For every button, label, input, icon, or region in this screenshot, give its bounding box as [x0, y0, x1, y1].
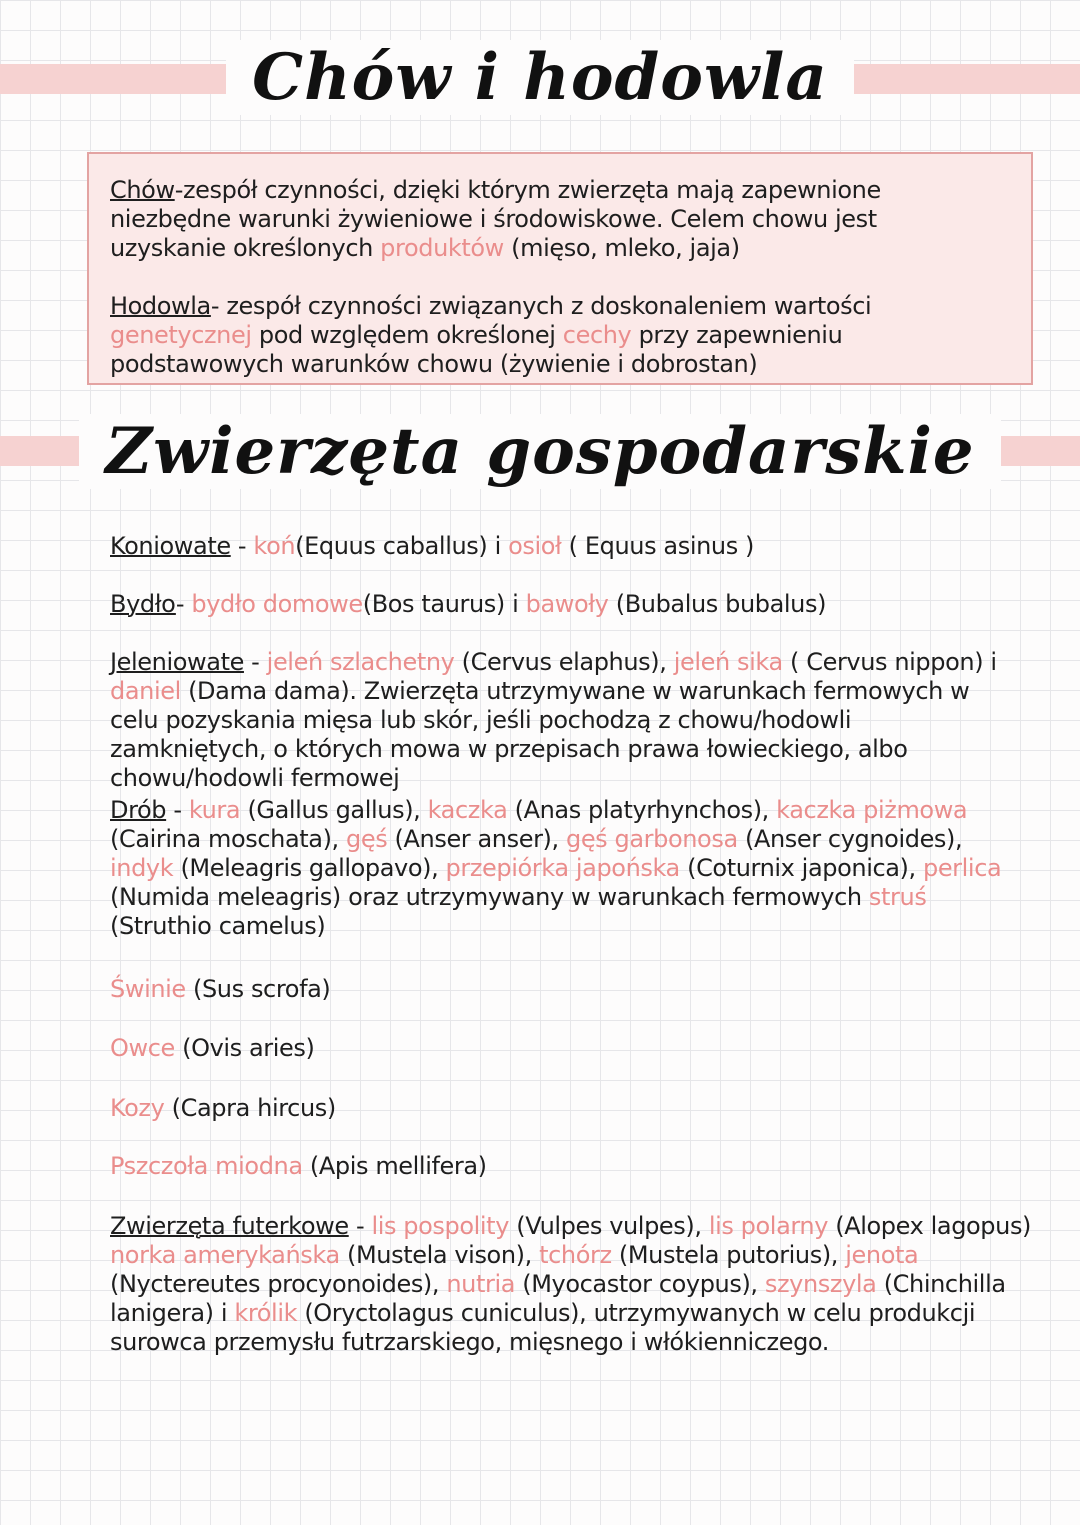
drob-text-4: (Cairina moschata), — [110, 825, 346, 853]
jeleniowate-text-3: ( Cervus nippon) i — [782, 648, 997, 676]
group-drob — [110, 796, 1010, 941]
koniowate-highlight-kon: koń — [253, 532, 296, 560]
page-title-text: Chów i hodowla — [226, 40, 854, 115]
term-bydlo: Bydło — [110, 590, 176, 618]
pszczola-highlight: Pszczoła miodna — [110, 1152, 303, 1180]
group-owce — [110, 1034, 1010, 1063]
term-koniowate: Koniowate — [110, 532, 231, 560]
drob-text-2: (Gallus gallus), — [240, 796, 428, 824]
swinie-highlight: Świnie — [110, 975, 186, 1003]
chow-text-1: -zespół czynności, dzięki którym zwierzęta mają zapewnione niezbędne warunki żywieniowe i środowiskowe. Celem chowu jest uzyskanie określonych — [110, 176, 881, 262]
futerkowe-highlight-krolik: królik — [234, 1299, 298, 1327]
drob-highlight-kaczka-pizmowa: kaczka piżmowa — [776, 796, 968, 824]
bydlo-text-3: (Bubalus bubalus) — [608, 590, 827, 618]
jeleniowate-text-2: (Cervus elaphus), — [454, 648, 674, 676]
definition-chow — [110, 176, 990, 263]
drob-text-8: (Coturnix japonica), — [679, 854, 923, 882]
drob-highlight-przepiorka: przepiórka japońska — [445, 854, 680, 882]
group-pszczola — [110, 1152, 1010, 1181]
koniowate-text-1: - — [230, 532, 254, 560]
futerkowe-text-5: (Mustela putorius), — [611, 1241, 846, 1269]
jeleniowate-highlight-jelen-szlachetny: jeleń szlachetny — [266, 648, 455, 676]
hodowla-highlight-cechy: cechy — [562, 321, 632, 349]
futerkowe-highlight-szynszyla: szynszyla — [764, 1270, 877, 1298]
koniowate-text-3: ( Equus asinus ) — [561, 532, 755, 560]
pszczola-text: (Apis mellifera) — [302, 1152, 487, 1180]
jeleniowate-text-4: (Dama dama). Zwierzęta utrzymywane w warunkach fermowych w celu pozyskania mięsa lub skór, jeśli pochodzą z chowu/hodowli zamkniętych, o których mowa w przepisach prawa łowieckiego, albo chowu/hodowli fermowej — [110, 677, 970, 792]
page-title — [0, 28, 1080, 128]
term-futerkowe: Zwierzęta futerkowe — [110, 1212, 349, 1240]
jeleniowate-text-1: - — [243, 648, 267, 676]
drob-highlight-kura: kura — [188, 796, 241, 824]
futerkowe-text-9: (Oryctolagus cuniculus), utrzymywanych w celu produkcji surowca przemysłu futrzarskiego, mięsnego i włókienniczego. — [110, 1299, 976, 1356]
drob-text-10: (Struthio camelus) — [110, 912, 326, 940]
futerkowe-text-3: (Alopex lagopus) — [828, 1212, 1032, 1240]
futerkowe-text-2: (Vulpes vulpes), — [509, 1212, 709, 1240]
futerkowe-text-8: (Chinchilla lanigera) i — [110, 1270, 1006, 1327]
group-jeleniowate — [110, 648, 1010, 793]
group-futerkowe — [110, 1212, 1040, 1357]
drob-text-3: (Anas platyrhynchos), — [507, 796, 777, 824]
futerkowe-highlight-lis-pospolity: lis pospolity — [371, 1212, 509, 1240]
drob-text-6: (Anser cygnoides), — [737, 825, 963, 853]
bydlo-highlight-bawoly: bawoły — [525, 590, 609, 618]
group-swinie — [110, 975, 1010, 1004]
drob-highlight-ges-garbonosa: gęś garbonosa — [565, 825, 738, 853]
koniowate-text-2: (Equus caballus) i — [295, 532, 509, 560]
futerkowe-highlight-norka: norka amerykańska — [110, 1241, 340, 1269]
chow-text-2: (mięso, mleko, jaja) — [503, 234, 740, 262]
bydlo-text-2: (Bos taurus) i — [362, 590, 526, 618]
drob-text-1: - — [166, 796, 189, 824]
kozy-highlight: Kozy — [110, 1094, 165, 1122]
term-chow: Chów — [110, 176, 175, 204]
futerkowe-highlight-jenota: jenota — [845, 1241, 919, 1269]
section-title-text: Zwierzęta gospodarskie — [79, 414, 1000, 489]
group-koniowate — [110, 532, 1010, 561]
drob-highlight-perlica: perlica — [922, 854, 1002, 882]
hodowla-highlight-genetycznej: genetycznej — [110, 321, 252, 349]
section-title — [0, 402, 1080, 502]
term-hodowla: Hodowla — [110, 292, 211, 320]
term-drob: Drób — [110, 796, 167, 824]
bydlo-highlight-bydlo-domowe: bydło domowe — [191, 590, 363, 618]
futerkowe-text-6: (Nyctereutes procyonoides), — [110, 1270, 447, 1298]
definition-hodowla — [110, 292, 1010, 379]
futerkowe-highlight-lis-polarny: lis polarny — [708, 1212, 829, 1240]
group-bydlo — [110, 590, 1010, 619]
drob-highlight-indyk: indyk — [110, 854, 174, 882]
koniowate-highlight-osiol: osioł — [508, 532, 562, 560]
hodowla-text-3: przy zapewnieniu podstawowych warunków chowu (żywienie i dobrostan) — [110, 321, 843, 378]
drob-highlight-kaczka: kaczka — [427, 796, 508, 824]
futerkowe-highlight-tchorz: tchórz — [539, 1241, 612, 1269]
futerkowe-text-4: (Mustela vison), — [339, 1241, 540, 1269]
futerkowe-text-1: - — [348, 1212, 372, 1240]
chow-highlight-produktow: produktów — [380, 234, 504, 262]
futerkowe-text-7: (Myocastor coypus), — [515, 1270, 765, 1298]
drob-text-9: (Numida meleagris) oraz utrzymywany w warunkach fermowych — [110, 883, 869, 911]
jeleniowate-highlight-daniel: daniel — [110, 677, 181, 705]
owce-text: (Ovis aries) — [174, 1034, 315, 1062]
jeleniowate-highlight-jelen-sika: jeleń sika — [673, 648, 783, 676]
drob-text-7: (Meleagris gallopavo), — [173, 854, 446, 882]
futerkowe-highlight-nutria: nutria — [446, 1270, 516, 1298]
hodowla-text-1: - zespół czynności związanych z doskonaleniem wartości — [210, 292, 872, 320]
owce-highlight: Owce — [110, 1034, 175, 1062]
hodowla-text-2: pod względem określonej — [251, 321, 563, 349]
drob-highlight-strus: struś — [868, 883, 927, 911]
drob-text-5: (Anser anser), — [387, 825, 566, 853]
swinie-text: (Sus scrofa) — [185, 975, 331, 1003]
drob-highlight-ges: gęś — [346, 825, 388, 853]
bydlo-text-1: - — [175, 590, 192, 618]
term-jeleniowate: Jeleniowate — [110, 648, 244, 676]
kozy-text: (Capra hircus) — [164, 1094, 336, 1122]
group-kozy — [110, 1094, 1010, 1123]
